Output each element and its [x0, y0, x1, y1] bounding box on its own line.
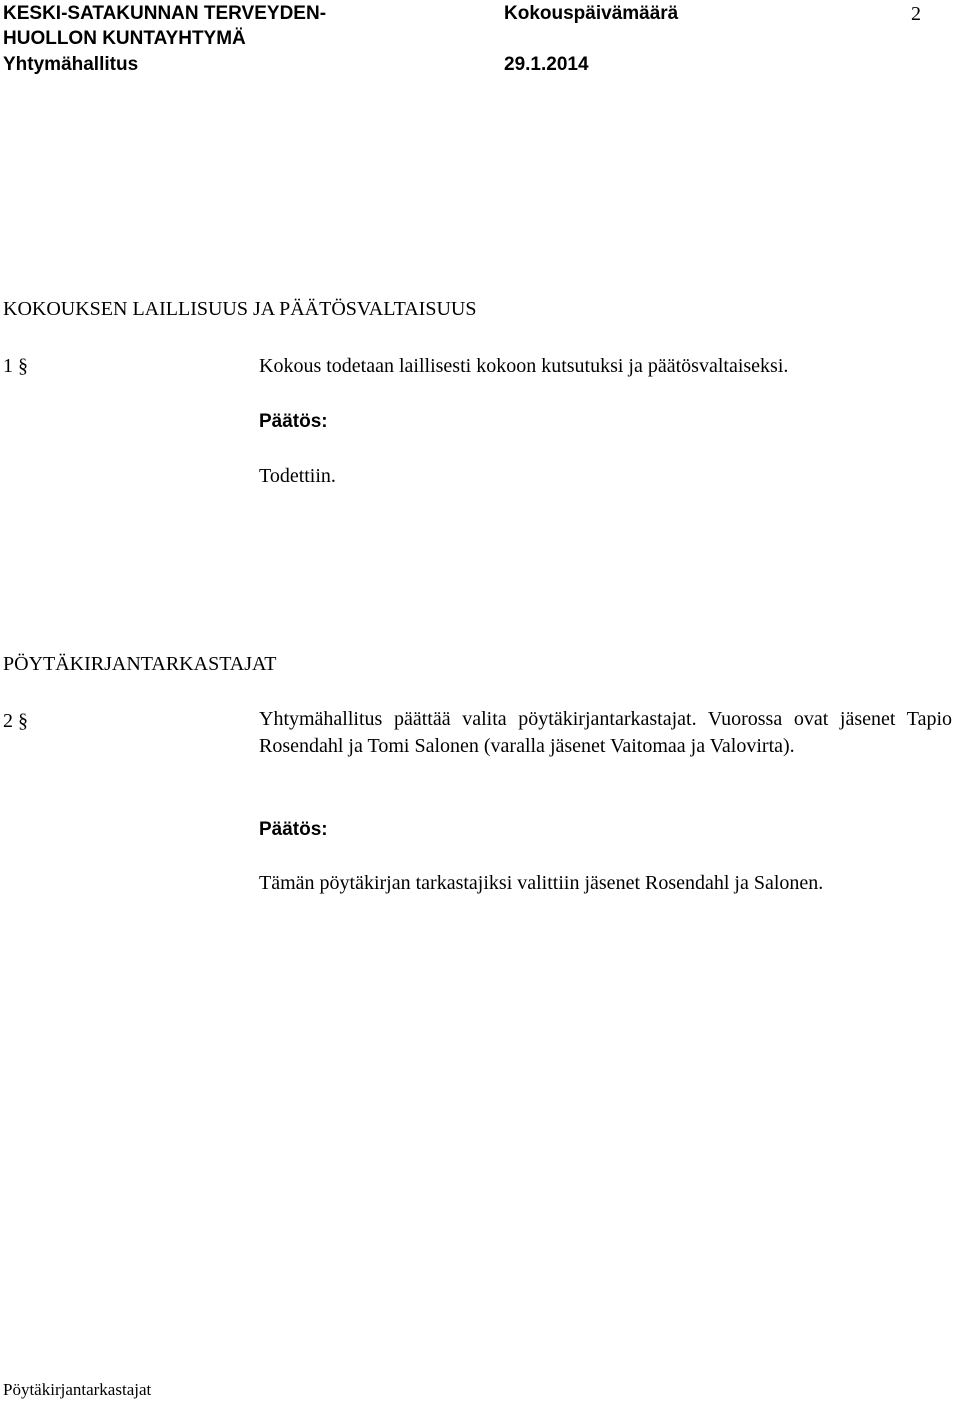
decision-text-2: Tämän pöytäkirjan tarkastajiksi valittiin jäsenet Rosendahl ja Salonen.	[259, 872, 824, 894]
section-number: 2	[3, 710, 13, 732]
meeting-date: 29.1.2014	[504, 54, 589, 75]
date-label: Kokouspäivämäärä	[504, 3, 679, 24]
org-name-line2: HUOLLON KUNTAYHTYMÄ	[3, 28, 246, 49]
decision-label-2: Päätös:	[259, 819, 328, 840]
section-text-1: Kokous todetaan laillisesti kokoon kutsutuksi ja päätösvaltaiseksi.	[259, 355, 789, 377]
section-number-1	[3, 353, 28, 379]
page-number: 2	[911, 3, 921, 25]
section-symbol: §	[18, 710, 28, 732]
footer-label: Pöytäkirjantarkastajat	[3, 1380, 152, 1399]
section-number-2	[3, 708, 28, 734]
decision-text-1: Todettiin.	[259, 465, 336, 487]
section-heading-2: PÖYTÄKIRJANTARKASTAJAT	[3, 653, 277, 675]
section-heading-1: KOKOUKSEN LAILLISUUS JA PÄÄTÖSVALTAISUUS	[3, 298, 477, 320]
decision-label-1: Päätös:	[259, 411, 328, 432]
section-symbol: §	[18, 355, 28, 377]
org-name-line1: KESKI-SATAKUNNAN TERVEYDEN-	[3, 3, 327, 24]
section-text-2: Yhtymähallitus päättää valita pöytäkirjantarkastajat. Vuorossa ovat jäsenet Tapio Rosendahl ja Tomi Salonen (varalla jäsenet Vaitomaa ja Valovirta).	[259, 708, 952, 757]
meeting-body: Yhtymähallitus	[3, 54, 139, 75]
section-number: 1	[3, 355, 13, 377]
